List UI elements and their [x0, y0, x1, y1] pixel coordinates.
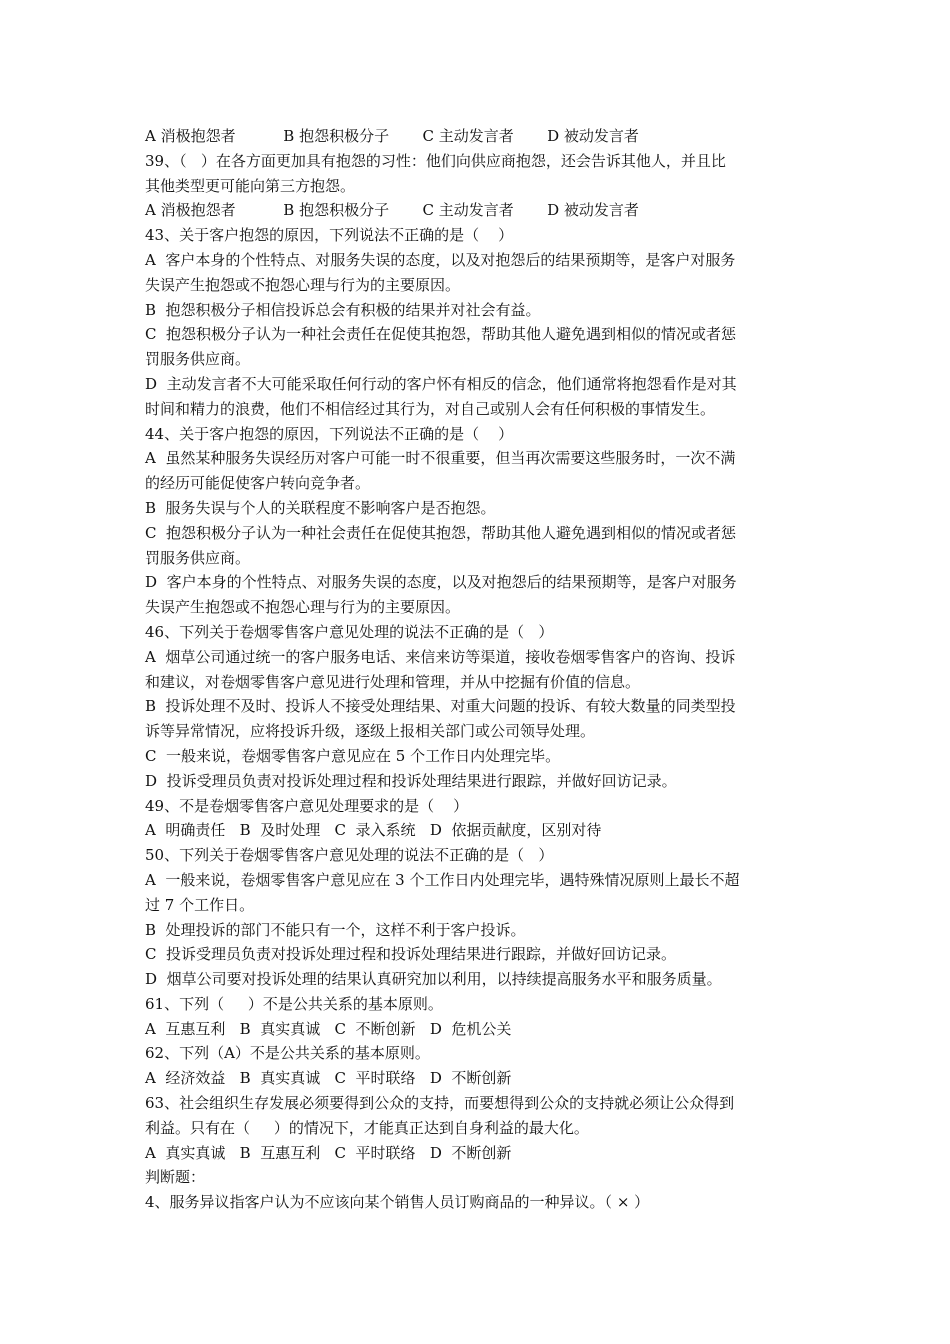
question-43-stem: 43、关于客户抱怨的原因，下列说法不正确的是（ ）	[145, 226, 514, 245]
question-46-option-a-2: 和建议，对卷烟零售客户意见进行处理和管理，并从中挖掘有价值的信息。	[145, 672, 641, 691]
question-43-option-c-1: C 抱怨积极分子认为一种社会责任在促使其抱怨，帮助其他人避免遇到相似的情况或者惩	[145, 325, 737, 344]
question-46-stem: 46、下列关于卷烟零售客户意见处理的说法不正确的是（ ）	[145, 622, 554, 641]
question-44-option-b: B 服务失误与个人的关联程度不影响客户是否抱怨。	[145, 498, 496, 517]
question-39-line-2: 其他类型更可能向第三方抱怨。	[145, 176, 356, 195]
question-61-stem: 61、下列（ ）不是公共关系的基本原则。	[145, 994, 443, 1013]
question-44-option-c-2: 罚服务供应商。	[145, 548, 251, 567]
document-page	[145, 124, 815, 1215]
true-false-question-4: 4、服务异议指客户认为不应该向某个销售人员订购商品的一种异议。（ × ）	[145, 1193, 650, 1212]
question-62-stem: 62、下列（A）不是公共关系的基本原则。	[145, 1044, 430, 1063]
question-63-stem-1: 63、社会组织生存发展必须要得到公众的支持，而要想得到公众的支持就必须让公众得到	[145, 1094, 735, 1113]
question-39-line-1: 39、（ ）在各方面更加具有抱怨的习性：他们向供应商抱怨，还会告诉其他人，并且比	[145, 151, 726, 170]
question-46-option-b-2: 诉等异常情况，应将投诉升级，逐级上报相关部门或公司领导处理。	[145, 722, 596, 741]
question-50-option-c: C 投诉受理员负责对投诉处理过程和投诉处理结果进行跟踪，并做好回访记录。	[145, 945, 677, 964]
question-39-options: A 消极抱怨者 B 抱怨积极分子 C 主动发言者 D 被动发言者	[145, 201, 639, 220]
section-heading-true-false: 判断题：	[145, 1168, 206, 1187]
question-46-option-d: D 投诉受理员负责对投诉处理过程和投诉处理结果进行跟踪，并做好回访记录。	[145, 771, 677, 790]
question-50-stem: 50、下列关于卷烟零售客户意见处理的说法不正确的是（ ）	[145, 846, 554, 865]
question-50-option-a-1: A 一般来说，卷烟零售客户意见应在 3 个工作日内处理完毕，遇特殊情况原则上最长不超	[145, 870, 740, 889]
question-43-option-d-2: 时间和精力的浪费，他们不相信经过其行为，对自己或别人会有任何积极的事情发生。	[145, 399, 716, 418]
question-49-options: A 明确责任 B 及时处理 C 录入系统 D 依据贡献度，区别对待	[145, 821, 602, 840]
question-43-option-a-2: 失误产生抱怨或不抱怨心理与行为的主要原因。	[145, 275, 461, 294]
question-62-options: A 经济效益 B 真实真诚 C 平时联络 D 不断创新	[145, 1069, 512, 1088]
question-50-option-a-2: 过 7 个工作日。	[145, 895, 255, 914]
question-44-option-d-2: 失误产生抱怨或不抱怨心理与行为的主要原因。	[145, 598, 461, 617]
question-44-option-d-1: D 客户本身的个性特点、对服务失误的态度，以及对抱怨后的结果预期等，是客户对服务	[145, 573, 737, 592]
question-61-options: A 互惠互利 B 真实真诚 C 不断创新 D 危机公关	[145, 1019, 512, 1038]
question-46-option-c: C 一般来说，卷烟零售客户意见应在 5 个工作日内处理完毕。	[145, 746, 561, 765]
question-43-option-c-2: 罚服务供应商。	[145, 350, 251, 369]
question-44-option-c-1: C 抱怨积极分子认为一种社会责任在促使其抱怨，帮助其他人避免遇到相似的情况或者惩	[145, 523, 737, 542]
question-46-option-b-1: B 投诉处理不及时、投诉人不接受处理结果、对重大问题的投诉、有较大数量的同类型投	[145, 697, 736, 716]
question-43-option-b: B 抱怨积极分子相信投诉总会有积极的结果并对社会有益。	[145, 300, 541, 319]
answer-options-line: A 消极抱怨者 B 抱怨积极分子 C 主动发言者 D 被动发言者	[145, 127, 639, 145]
question-50-option-b: B 处理投诉的部门不能只有一个，这样不利于客户投诉。	[145, 920, 526, 939]
question-43-option-d-1: D 主动发言者不大可能采取任何行动的客户怀有相反的信念，他们通常将抱怨看作是对其	[145, 374, 737, 393]
question-44-option-a-1: A 虽然某种服务失误经历对客户可能一时不很重要，但当再次需要这些服务时，一次不满	[145, 449, 736, 468]
question-50-option-d: D 烟草公司要对投诉处理的结果认真研究加以利用，以持续提高服务水平和服务质量。	[145, 970, 722, 989]
question-63-options: A 真实真诚 B 互惠互利 C 平时联络 D 不断创新	[145, 1143, 512, 1162]
question-49-stem: 49、不是卷烟零售客户意见处理要求的是（ ）	[145, 796, 469, 815]
question-63-stem-2: 利益。只有在（ ）的情况下，才能真正达到自身利益的最大化。	[145, 1118, 589, 1137]
question-43-option-a-1: A 客户本身的个性特点、对服务失误的态度，以及对抱怨后的结果预期等，是客户对服务	[145, 250, 736, 269]
question-44-option-a-2: 的经历可能促使客户转向竞争者。	[145, 474, 371, 493]
question-46-option-a-1: A 烟草公司通过统一的客户服务电话、来信来访等渠道，接收卷烟零售客户的咨询、投诉	[145, 647, 736, 666]
question-44-stem: 44、关于客户抱怨的原因，下列说法不正确的是（ ）	[145, 424, 514, 443]
